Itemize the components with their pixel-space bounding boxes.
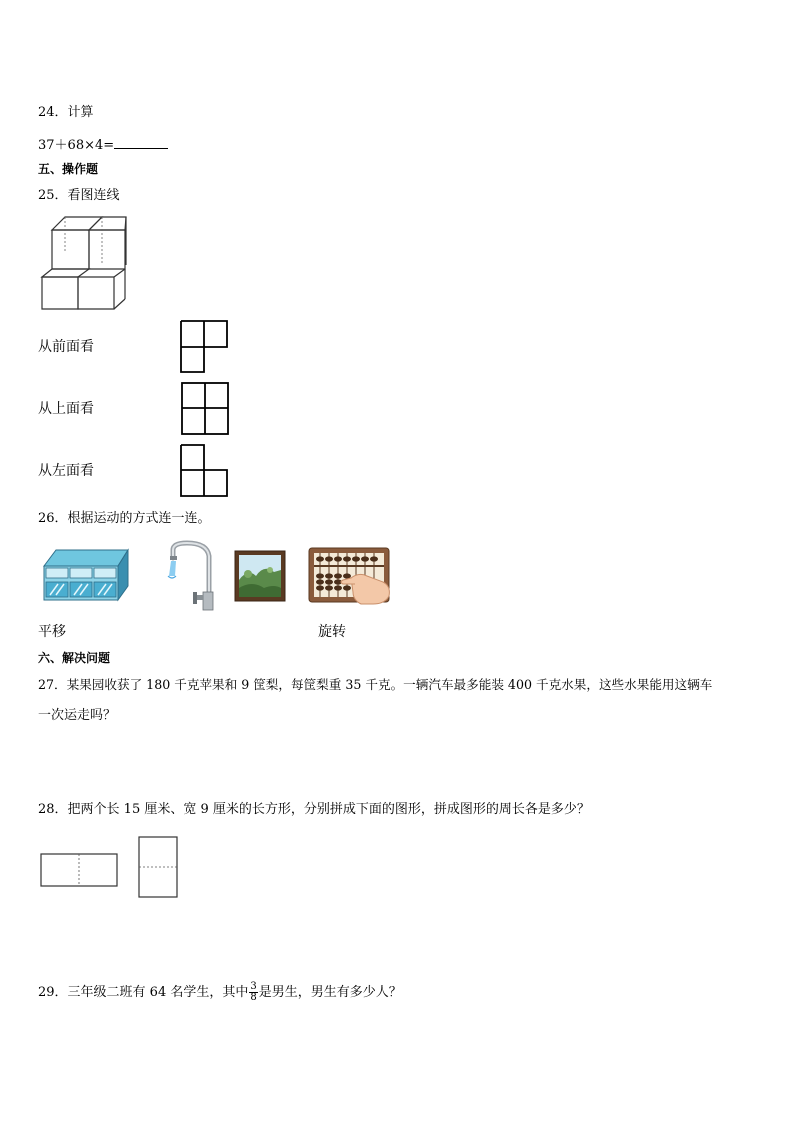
q27-line1: 27．某果园收获了 180 千克苹果和 9 筐梨，每筐梨重 35 千克。一辆汽车最多能装 400 千克水果，这些水果能用这辆车 [38,677,713,692]
q26-heading: 26．根据运动的方式连一连。 [38,511,211,526]
rotation-label: 旋转 [318,624,346,640]
q28-text: 28．把两个长 15 厘米、宽 9 厘米的长方形，分别拼成下面的图形，拼成图形的周长各是多少？ [38,802,590,817]
top-view-shape[interactable] [180,381,230,436]
q24-heading: 24．计算 [38,105,94,120]
abacus-icon[interactable] [307,546,393,606]
horizontal-rect-figure [40,853,120,888]
fraction-three-eighths [249,982,257,1003]
vertical-rect-figure [138,836,180,899]
view-left-label: 从左面看 [38,463,94,479]
fraction-denominator: 8 [250,992,257,1003]
translation-label: 平移 [38,624,66,640]
faucet-icon[interactable] [163,540,215,614]
view-front-label: 从前面看 [38,339,94,355]
front-view-shape[interactable] [179,320,229,375]
q29-text [38,975,402,1011]
cube-stack-figure [38,213,130,313]
section6-title: 六、解决问题 [38,651,111,665]
section5-title: 五、操作题 [38,162,99,176]
drawer-cabinet-icon[interactable] [42,548,130,602]
window-painting-icon[interactable] [234,550,286,602]
q29-after: 是男生，男生有多少人？ [258,985,402,1000]
answer-blank[interactable] [114,136,168,149]
q29-before: 29．三年级二班有 64 名学生，其中 [38,985,249,1000]
q25-heading: 25．看图连线 [38,188,120,203]
left-view-shape[interactable] [179,444,229,499]
view-top-label: 从上面看 [38,401,94,417]
q24-expression [38,136,168,154]
q27-line2: 一次运走吗？ [38,708,117,723]
fraction-numerator: 3 [250,981,257,992]
q24-expr-text: 37＋68×4= [38,138,115,153]
